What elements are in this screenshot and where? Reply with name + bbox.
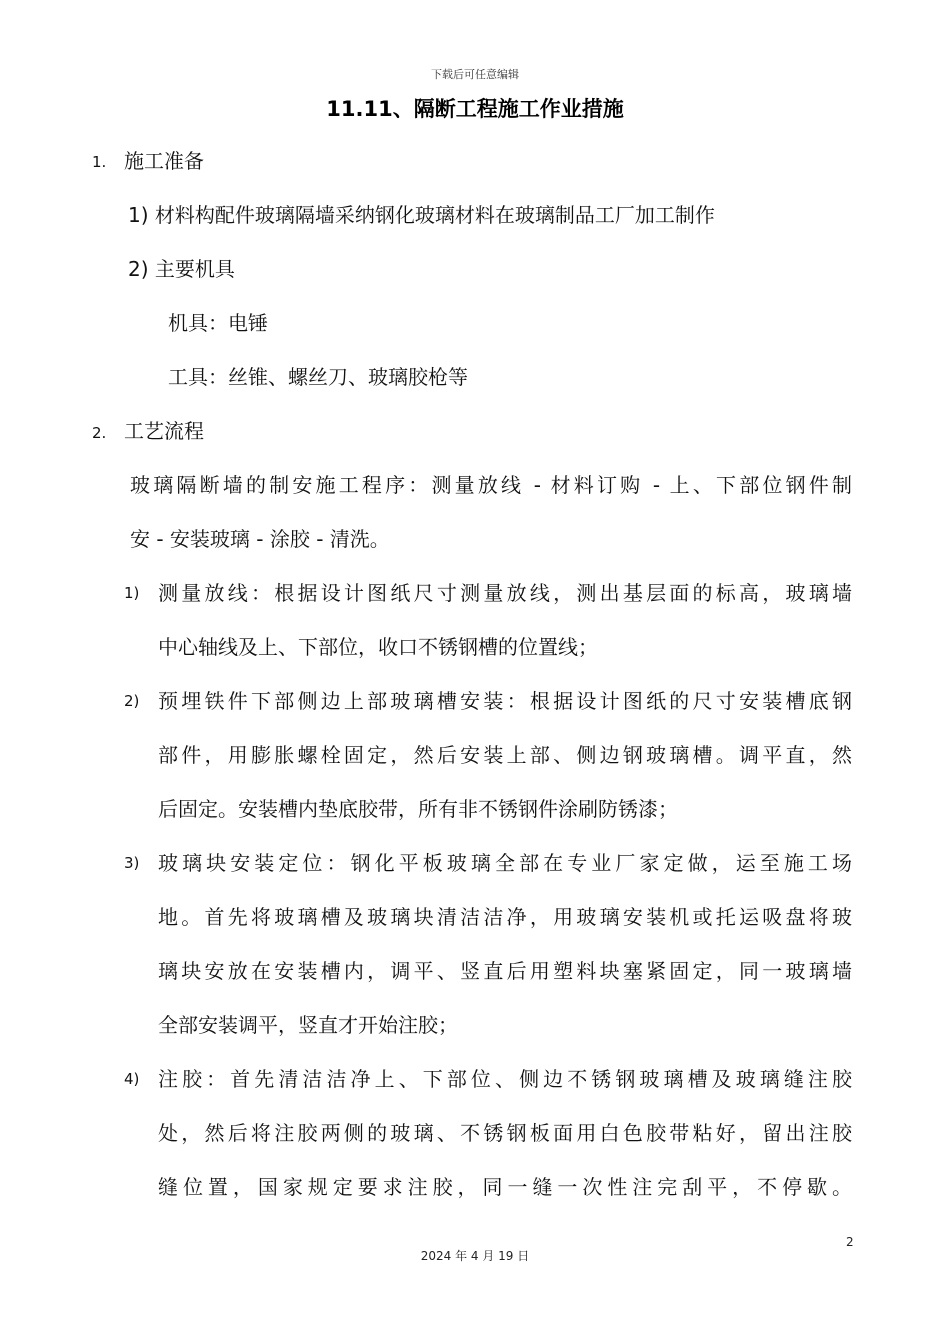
step-number: 4) — [124, 1070, 140, 1088]
tools-line: 工具：丝锥、螺丝刀、玻璃胶枪等 — [168, 365, 468, 389]
step-line: 中心轴线及上、下部位，收口不锈钢槽的位置线； — [158, 635, 598, 659]
page-title: 11.11、隔断工程施工作业措施 — [326, 97, 624, 121]
section-heading: 工艺流程 — [124, 419, 204, 443]
step-line: 全部安装调平，竖直才开始注胶； — [158, 1013, 458, 1037]
section-heading: 施工准备 — [124, 149, 204, 173]
header-note: 下载后可任意编辑 — [431, 68, 519, 81]
paragraph-line: 玻璃隔断墙的制安施工程序：测量放线 - 材料订购 - 上、下部位钢件制 — [130, 473, 852, 497]
step-line: 玻璃块安装定位：钢化平板玻璃全部在专业厂家定做，运至施工场 — [158, 851, 852, 875]
step-line: 预埋铁件下部侧边上部玻璃槽安装：根据设计图纸的尺寸安装槽底钢 — [158, 689, 852, 713]
step-line: 测量放线：根据设计图纸尺寸测量放线，测出基层面的标高，玻璃墙 — [158, 581, 852, 605]
step-number: 3) — [124, 854, 140, 872]
section-number: 1. — [92, 153, 107, 171]
footer-date: 2024 年 4 月 19 日 — [420, 1249, 530, 1263]
paragraph-line: 安 - 安装玻璃 - 涂胶 - 清洗。 — [130, 527, 390, 551]
page-number: 2 — [846, 1235, 854, 1249]
section-number: 2. — [92, 424, 107, 442]
machines-line: 机具：电锤 — [168, 311, 268, 335]
step-number: 2) — [124, 692, 140, 710]
list-item: 1) 材料构配件玻璃隔墙采纳钢化玻璃材料在玻璃制品工厂加工制作 — [128, 203, 715, 227]
step-line: 部件，用膨胀螺栓固定，然后安装上部、侧边钢玻璃槽。调平直，然 — [158, 743, 852, 767]
step-number: 1) — [124, 584, 140, 602]
step-line: 处，然后将注胶两侧的玻璃、不锈钢板面用白色胶带粘好，留出注胶 — [158, 1121, 852, 1145]
step-line: 璃块安放在安装槽内，调平、竖直后用塑料块塞紧固定，同一玻璃墙 — [158, 959, 852, 983]
step-line: 注胶：首先清洁洁净上、下部位、侧边不锈钢玻璃槽及玻璃缝注胶 — [158, 1067, 852, 1091]
step-line: 地。首先将玻璃槽及玻璃块清洁洁净，用玻璃安装机或托运吸盘将玻 — [158, 905, 852, 929]
step-line: 缝位置，国家规定要求注胶，同一缝一次性注完刮平，不停歇。 — [158, 1175, 852, 1199]
list-item: 2) 主要机具 — [128, 257, 235, 281]
step-line: 后固定。安装槽内垫底胶带，所有非不锈钢件涂刷防锈漆； — [158, 797, 678, 821]
